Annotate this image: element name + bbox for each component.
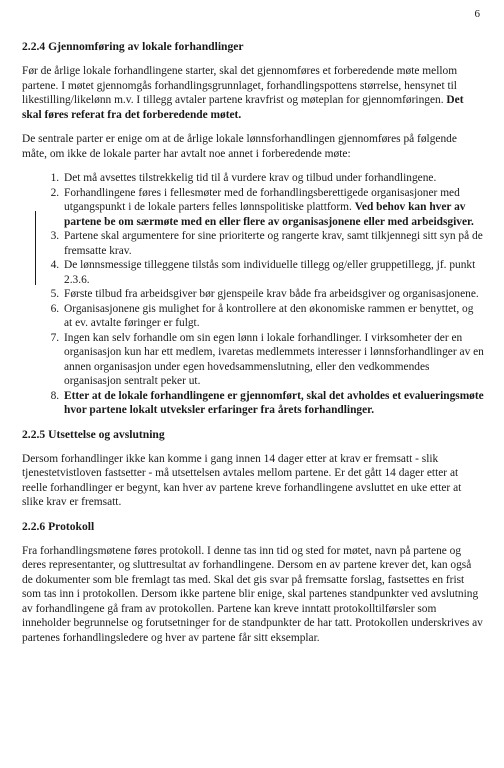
paragraph-preparatory-meeting <box>22 64 484 122</box>
list-item-1 <box>62 171 484 186</box>
list-item-bold: Ved behov kan hver av partene be om særmøte med en eller flere av organisasjonene eller med arbeidsgiver. <box>64 201 474 228</box>
change-bar <box>35 211 36 285</box>
section-heading-2-2-5: 2.2.5 Utsettelse og avslutning <box>22 427 165 441</box>
list-item-5 <box>62 287 484 302</box>
section-heading-2-2-4: 2.2.4 Gjennomføring av lokale forhandlinger <box>22 40 244 53</box>
list-item-6 <box>62 302 484 331</box>
paragraph-central-parties: De sentrale parter er enige om at de årlige lokale lønnsforhandlingen gjennomføres på følgende måte, om ikke de lokale parter har avtalt noe annet i forberedende møte: <box>22 133 457 160</box>
list-item-text: Organisasjonene gis mulighet for å kontrollere at den økonomiske rammen er benyttet, og at ev. avtalte føringer er fulgt. <box>64 302 474 329</box>
paragraph-text: Før de årlige lokale forhandlingene starter, skal det gjennomføres et forberedende møte mellom partene. I møtet gjennomgås forhandlingsgrunnlaget, forhandlingspottens størrelse, hensynet til likestilling/likelønn m.v. I tillegg avtaler partene kravfrist og møteplan for gjennomføringen. <box>22 65 458 106</box>
page-number: 6 <box>474 8 480 20</box>
list-item-3 <box>62 229 484 258</box>
list-item-text: Forhandlingene føres i fellesmøter med de forhandlingsberettigede organisasjoner med utgangspunkt i de lokale parters felles lønnspolitiske plattform. <box>64 186 460 213</box>
list-item-text: De lønnsmessige tilleggene tilstås som individuelle tillegg og/eller gruppetillegg, jf. punkt 2.3.6. <box>64 259 476 286</box>
list-item-2 <box>62 186 484 230</box>
list-item-text: Første tilbud fra arbeidsgiver bør gjenspeile krav både fra arbeidsgiver og organisasjonene. <box>64 288 479 300</box>
list-item-text: Det må avsettes tilstrekkelig tid til å vurdere krav og tilbud under forhandlingene. <box>64 172 437 184</box>
document-body <box>22 40 484 655</box>
paragraph-bold-text: Det skal føres referat fra det forberedende møtet. <box>22 94 464 121</box>
list-item-bold: Etter at de lokale forhandlingene er gjennomført, skal det avholdes et evalueringsmøte hvor partene lokalt utveksler erfaringer fra årets forhandlinger. <box>64 389 484 416</box>
list-item-7 <box>62 331 484 389</box>
list-item-4 <box>62 258 484 287</box>
list-item-text: Ingen kan selv forhandle om sin egen lønn i lokale forhandlinger. I virksomheter der en organisasjon kun har ett medlem, ivaretas medlemmets interesser i lønnsforhandlinger av en annen organisasjon under egen hovedsammenslutning, eller den vedkommendes organisasjon sentralt peker ut. <box>64 331 484 387</box>
paragraph-postponement: Dersom forhandlinger ikke kan komme i gang innen 14 dager etter at krav er fremsatt - slik tjenestetvistloven fastsetter - må utsettelsen avtales mellom partene. Er det gått 14 dager etter at reelle forhandlinger er begynt, kan hver av partene kreve forhandlingene avsluttet en uke etter at slike krav er fremsatt. <box>22 452 462 508</box>
list-item-text: Partene skal argumentere for sine prioriterte og rangerte krav, samt tilkjennegi sitt syn på de fremsatte krav. <box>64 230 483 257</box>
negotiation-steps-list <box>22 171 484 418</box>
list-item-8 <box>62 389 484 418</box>
paragraph-protocol: Fra forhandlingsmøtene føres protokoll. I denne tas inn tid og sted for møtet, navn på partene og deres representanter, og sluttresultat av forhandlingene. Dersom en av partene krever det, kan også de dokumenter som ble fremlagt tas med. Skal det gis svar på fremsatte forslag, fastsettes en frist som tas inn i protokollen. Dersom ikke partene blir enige, skal partenes standpunkter ved avslutning av forhandlingene gå fram av protokollen. Partene kan kreve inntatt protokolltilførsler som inneholder begrunnelse og forutsetninger for de standpunkter de har tatt. Protokollen underskrives av partenes forhandlingsledere og hver av partene får sitt eksemplar. <box>22 544 483 644</box>
section-heading-2-2-6: 2.2.6 Protokoll <box>22 519 95 533</box>
